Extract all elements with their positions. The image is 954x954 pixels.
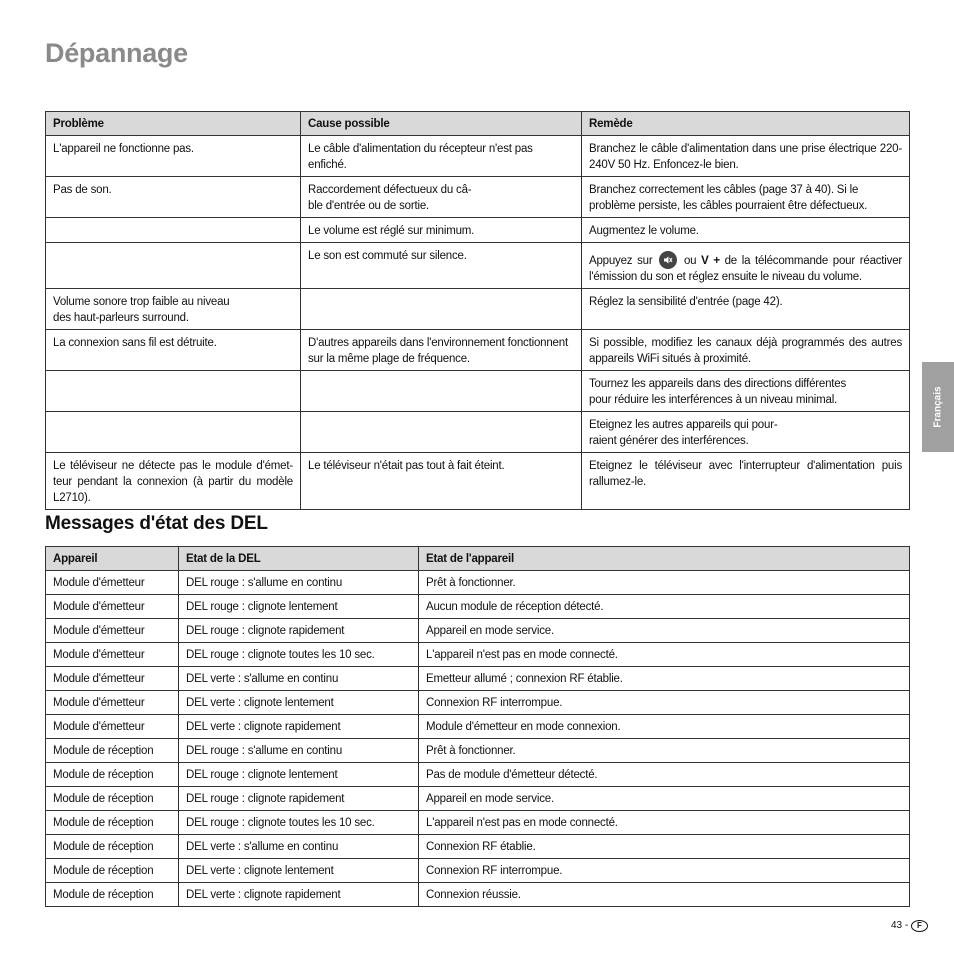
remedy-cell: Réglez la sensibilité d'entrée (page 42). (582, 289, 910, 330)
device-cell: Module d'émetteur (46, 595, 179, 619)
problem-cell (46, 218, 301, 243)
remedy-cell-mute (582, 243, 910, 289)
device-state-cell: Appareil en mode service. (419, 787, 910, 811)
language-badge: F (911, 920, 928, 932)
table-row (46, 787, 910, 811)
device-cell: Module d'émetteur (46, 643, 179, 667)
header-etat-appareil: Etat de l'appareil (419, 547, 910, 571)
device-state-cell: Emetteur allumé ; connexion RF établie. (419, 667, 910, 691)
problem-cell (46, 412, 301, 453)
device-cell: Module d'émetteur (46, 715, 179, 739)
device-cell: Module de réception (46, 811, 179, 835)
table-header-row (46, 112, 910, 136)
header-cause: Cause possible (301, 112, 582, 136)
device-cell: Module d'émetteur (46, 691, 179, 715)
table-row (46, 739, 910, 763)
table-row (46, 667, 910, 691)
led-state-cell: DEL verte : clignote rapidement (179, 715, 419, 739)
header-remede: Remède (582, 112, 910, 136)
table-row (46, 412, 910, 453)
device-cell: Module d'émetteur (46, 619, 179, 643)
cause-cell: Raccordement défectueux du câ- ble d'entrée ou de sortie. (301, 177, 582, 218)
problem-cell (46, 371, 301, 412)
troubleshooting-table (45, 111, 910, 510)
remedy-cell: Branchez le câble d'alimentation dans une prise électrique 220-240V 50 Hz. Enfoncez-le bien. (582, 136, 910, 177)
table-row (46, 595, 910, 619)
table-row (46, 218, 910, 243)
device-state-cell: Appareil en mode service. (419, 619, 910, 643)
device-cell: Module d'émetteur (46, 667, 179, 691)
table-row (46, 136, 910, 177)
table-row (46, 177, 910, 218)
cause-cell: D'autres appareils dans l'environnement fonctionnent sur la même plage de fréquence. (301, 330, 582, 371)
mute-icon (659, 251, 677, 269)
table-row (46, 715, 910, 739)
table-row (46, 643, 910, 667)
table-row (46, 571, 910, 595)
del-status-table (45, 546, 910, 907)
cause-cell: Le téléviseur n'était pas tout à fait éteint. (301, 453, 582, 510)
device-state-cell: Prêt à fonctionner. (419, 739, 910, 763)
device-state-cell: Connexion RF interrompue. (419, 691, 910, 715)
cause-cell: Le câble d'alimentation du récepteur n'est pas enfiché. (301, 136, 582, 177)
problem-cell (46, 243, 301, 289)
table-row (46, 371, 910, 412)
volume-up-key: V + (701, 255, 720, 267)
side-tab-label: Français (932, 386, 944, 428)
led-state-cell: DEL rouge : clignote lentement (179, 595, 419, 619)
table-row (46, 691, 910, 715)
header-probleme: Problème (46, 112, 301, 136)
device-state-cell: Pas de module d'émetteur détecté. (419, 763, 910, 787)
table-row (46, 289, 910, 330)
remedy-cell: Tournez les appareils dans des directions différentes pour réduire les interférences à un niveau minimal. (582, 371, 910, 412)
device-state-cell: Connexion RF interrompue. (419, 859, 910, 883)
table-row (46, 763, 910, 787)
device-state-cell: Aucun module de réception détecté. (419, 595, 910, 619)
del-section-title: Messages d'état des DEL (45, 513, 268, 534)
cause-cell (301, 412, 582, 453)
device-state-cell: Connexion RF établie. (419, 835, 910, 859)
device-cell: Module de réception (46, 787, 179, 811)
device-cell: Module de réception (46, 763, 179, 787)
header-etat-del: Etat de la DEL (179, 547, 419, 571)
table-row (46, 835, 910, 859)
problem-cell: Pas de son. (46, 177, 301, 218)
led-state-cell: DEL rouge : s'allume en continu (179, 739, 419, 763)
remedy-cell: Branchez correctement les câbles (page 37 à 40). Si le problème persiste, les câbles pourraient être défectueux. (582, 177, 910, 218)
led-state-cell: DEL verte : clignote lentement (179, 691, 419, 715)
cause-cell (301, 289, 582, 330)
led-state-cell: DEL rouge : clignote lentement (179, 763, 419, 787)
problem-cell: Le téléviseur ne détecte pas le module d'émet-teur pendant la connexion (à partir du modèle L2710). (46, 453, 301, 510)
remedy-cell: Eteignez les autres appareils qui pour- raient générer des interférences. (582, 412, 910, 453)
device-state-cell: L'appareil n'est pas en mode connecté. (419, 643, 910, 667)
problem-cell: Volume sonore trop faible au niveau des haut-parleurs surround. (46, 289, 301, 330)
device-state-cell: Connexion réussie. (419, 883, 910, 907)
led-state-cell: DEL rouge : clignote toutes les 10 sec. (179, 811, 419, 835)
device-state-cell: Prêt à fonctionner. (419, 571, 910, 595)
table-row (46, 883, 910, 907)
page-title: Dépannage (45, 38, 188, 68)
led-state-cell: DEL verte : clignote rapidement (179, 883, 419, 907)
table-row (46, 811, 910, 835)
language-side-tab (922, 362, 954, 452)
cause-cell: Le volume est réglé sur minimum. (301, 218, 582, 243)
remedy-cell: Augmentez le volume. (582, 218, 910, 243)
remedy-cell: Eteignez le téléviseur avec l'interrupteur d'alimentation puis rallumez-le. (582, 453, 910, 510)
page-number: 43 - (891, 920, 909, 931)
device-cell: Module de réception (46, 835, 179, 859)
device-cell: Module de réception (46, 883, 179, 907)
header-appareil: Appareil (46, 547, 179, 571)
device-state-cell: Module d'émetteur en mode connexion. (419, 715, 910, 739)
led-state-cell: DEL rouge : clignote toutes les 10 sec. (179, 643, 419, 667)
table-row (46, 859, 910, 883)
device-cell: Module de réception (46, 739, 179, 763)
device-cell: Module d'émetteur (46, 571, 179, 595)
remedy-cell: Si possible, modifiez les canaux déjà programmés des autres appareils WiFi situés à proximité. (582, 330, 910, 371)
cause-cell: Le son est commuté sur silence. (301, 243, 582, 289)
led-state-cell: DEL verte : s'allume en continu (179, 835, 419, 859)
led-state-cell: DEL rouge : clignote rapidement (179, 787, 419, 811)
remedy-text-or: ou (683, 255, 697, 267)
remedy-text-before: Appuyez sur (589, 255, 653, 267)
cause-cell (301, 371, 582, 412)
table-header-row (46, 547, 910, 571)
device-state-cell: L'appareil n'est pas en mode connecté. (419, 811, 910, 835)
problem-cell: L'appareil ne fonctionne pas. (46, 136, 301, 177)
table-row (46, 619, 910, 643)
led-state-cell: DEL rouge : s'allume en continu (179, 571, 419, 595)
remedy-text-after: de la télécommande pour réactiver l'émission du son et réglez ensuite le niveau du volume. (589, 255, 903, 283)
device-cell: Module de réception (46, 859, 179, 883)
table-row (46, 243, 910, 289)
table-row (46, 453, 910, 510)
led-state-cell: DEL verte : clignote lentement (179, 859, 419, 883)
problem-cell: La connexion sans fil est détruite. (46, 330, 301, 371)
led-state-cell: DEL verte : s'allume en continu (179, 667, 419, 691)
table-row (46, 330, 910, 371)
led-state-cell: DEL rouge : clignote rapidement (179, 619, 419, 643)
